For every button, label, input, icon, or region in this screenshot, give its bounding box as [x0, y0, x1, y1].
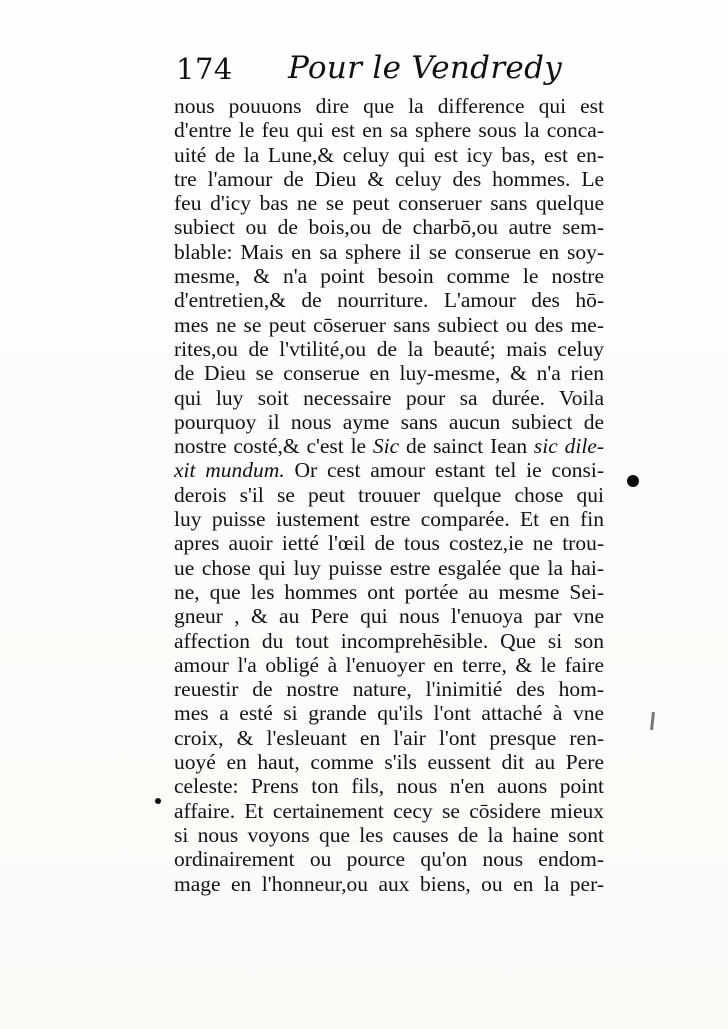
- page-header: [176, 52, 606, 92]
- text-line: d'entretien,& de nourriture. L'amour des hō-: [174, 288, 604, 313]
- running-title: Pour le Vendredy: [288, 50, 563, 86]
- text-line: derois s'il se peut trouuer quelque chose qui: [174, 482, 604, 507]
- text-segment: nostre costé,& c'est le: [174, 434, 373, 459]
- text-line: si nous voyons que les causes de la haine sont: [174, 822, 604, 847]
- text-line: mesme, & n'a point besoin comme le nostre: [174, 264, 604, 289]
- text-line: nous pouuons dire que la difference qui est: [174, 94, 604, 118]
- text-line: croix, & l'esleuant en l'air l'ont presque ren-: [174, 725, 604, 750]
- text-line: affection du tout incomprehēsible. Que si son: [174, 628, 604, 653]
- text-line: uité de la Lune,& celuy qui est icy bas, est en-: [174, 142, 604, 167]
- text-line: mage en l'honneur,ou aux biens, ou en la per-: [174, 871, 604, 896]
- text-line: affaire. Et certainement cecy se cōsidere mieux: [174, 798, 604, 823]
- text-line: gneur , & au Pere qui nous l'enuoya par vne: [174, 604, 604, 629]
- text-line: reuestir de nostre nature, l'inimitié des hom-: [174, 677, 604, 702]
- text-line: mes a esté si grande qu'ils l'ont attaché à vne: [174, 701, 604, 726]
- text-line: tre l'amour de Dieu & celuy des hommes. Le: [174, 166, 604, 191]
- text-segment: de sainct Iean: [399, 434, 534, 459]
- ink-speck-mark: [155, 798, 161, 804]
- margin-stroke-mark: [650, 712, 655, 730]
- text-line: ue chose qui luy puisse estre esgalée que la hai-: [174, 555, 604, 580]
- text-line-with-italics: [174, 458, 604, 482]
- text-line: ordinairement ou pource qu'on nous endom-: [174, 847, 604, 872]
- page-number: 174: [176, 52, 233, 86]
- text-line: pourquoy il nous ayme sans aucun subiect de: [174, 409, 604, 434]
- text-line: qui luy soit necessaire pour sa durée. Voila: [174, 385, 604, 410]
- text-line: subiect ou de bois,ou de charbō,ou autre sem-: [174, 215, 604, 240]
- text-line: celeste: Prens ton fils, nous n'en auons point: [174, 774, 604, 799]
- text-line: uoyé en haut, comme s'ils eussent dit au Pere: [174, 750, 604, 775]
- text-line: luy puisse iustement estre comparée. Et en fin: [174, 507, 604, 532]
- text-line: de Dieu se conserue en luy-mesme, & n'a rien: [174, 361, 604, 386]
- ink-blot-mark: [627, 475, 639, 487]
- italic-segment: Sic: [372, 434, 400, 459]
- body-text: [174, 94, 604, 896]
- text-line: rites,ou de l'vtilité,ou de la beauté; mais celuy: [174, 336, 604, 361]
- text-line-with-italics: [174, 434, 604, 458]
- italic-segment: sic dile-: [533, 434, 604, 459]
- text-line: amour l'a obligé à l'enuoyer en terre, & le faire: [174, 652, 604, 677]
- text-line: apres auoir ietté l'œil de tous costez,ie ne trou-: [174, 531, 604, 556]
- text-line: feu d'icy bas ne se peut conseruer sans quelque: [174, 191, 604, 216]
- italic-segment: xit mundum.: [174, 458, 285, 483]
- text-line: ne, que les hommes ont portée au mesme Sei-: [174, 579, 604, 604]
- text-segment: Or cest amour estant tel ie consi-: [284, 458, 604, 483]
- text-line: mes ne se peut cōseruer sans subiect ou des me-: [174, 312, 604, 337]
- text-line: blable: Mais en sa sphere il se conserue en soy-: [174, 239, 604, 264]
- text-line: d'entre le feu qui est en sa sphere sous la conca-: [174, 118, 604, 143]
